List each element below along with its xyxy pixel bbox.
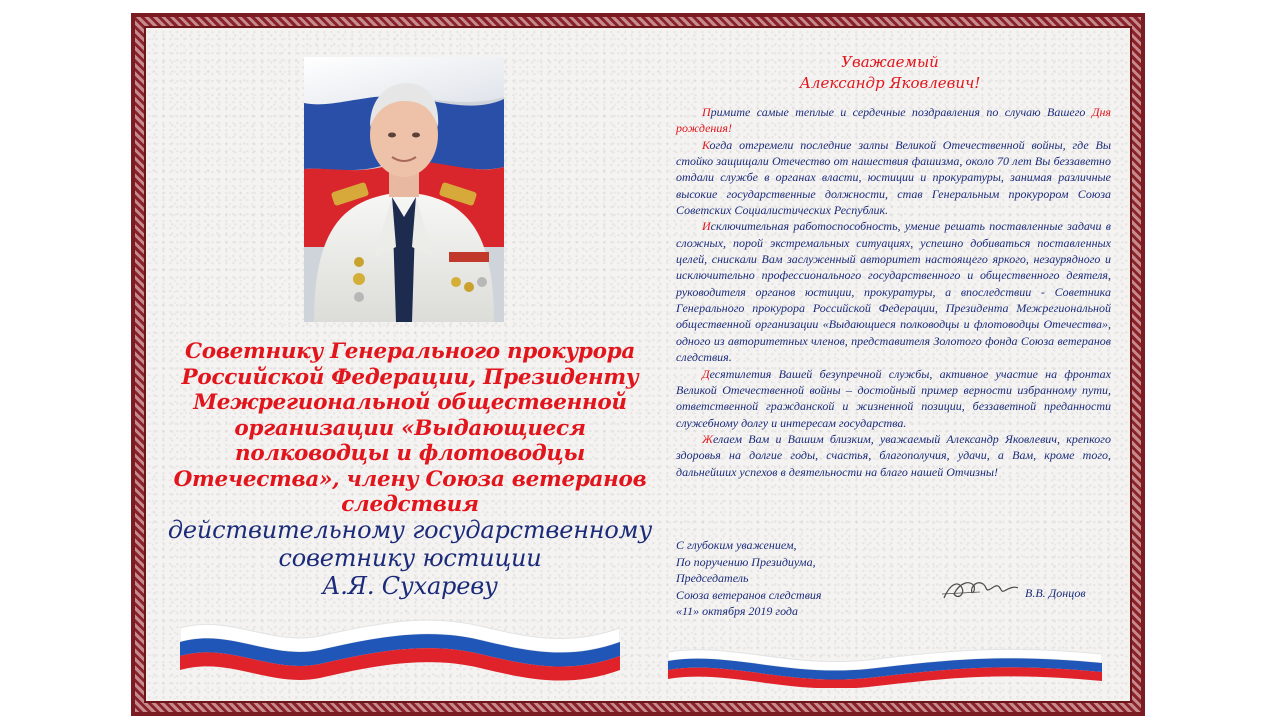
greeting-addressee: Александр Яковлевич! — [799, 74, 981, 92]
closing-line: С глубоким уважением, — [676, 538, 797, 552]
handwritten-signature — [940, 574, 1020, 604]
closing-date: «11» октября 2019 года — [676, 604, 799, 618]
letter-paragraph — [676, 218, 1111, 365]
title-red-line: Российской Федерации, Президенту — [181, 364, 639, 390]
title-red-line: Советнику Генерального прокурора — [184, 339, 636, 364]
title-red-line: организации «Выдающиеся — [234, 415, 586, 441]
letter-paragraph — [676, 104, 1111, 137]
closing-line: Союза ветеранов следствия — [676, 587, 822, 602]
paragraph-text: огда отгремели последние залпы Великой Отечественной войны, где Вы стойко защищали Отечество от нашествия фашизма, около 70 лет Вы беззаветно отдали службе в органах власти, юстиции и прокуратуры, занимая различные высокие государственные должности, став Генеральным прокурором Союза Советских Социалистических Республик. — [676, 137, 1111, 218]
greeting-line: Уважаемый — [841, 53, 939, 71]
letter-paragraph — [676, 366, 1111, 431]
recipient-name: А.Я. Сухареву — [322, 572, 498, 600]
highlight-text: Дня рождения! — [676, 105, 1111, 136]
title-red-line: полководцы и флотоводцы — [235, 441, 585, 466]
letter-paragraph — [676, 431, 1111, 480]
paragraph-text: есятилетия Вашей безупречной службы, активное участие на фронтах Великой Отечественной войны – достойный пример верности избранному пути, ответственной гражданской и жизненной позиции, беззаветной преданности служебному долгу и интересам государства. — [676, 366, 1111, 430]
title-red-line: Межрегиональной общественной — [193, 390, 627, 415]
title-red-line: Отечества», члену Союза ветеранов — [173, 466, 647, 492]
drop-cap: Ж — [702, 431, 713, 446]
title-blue-line: советнику юстиции — [278, 544, 542, 572]
paragraph-text: елаем Вам и Вашим близким, уважаемый Александр Яковлевич, крепкого здоровья на долгие годы, счастья, благополучия, удачи, а Вам, кроме того, дальнейших успехов в деятельности на благо нашей Отчизны! — [676, 431, 1111, 479]
letter-paragraph — [676, 137, 1111, 219]
drop-cap: К — [702, 137, 710, 152]
closing-line: По поручению Президиума, — [676, 554, 816, 569]
recipient-position-title — [160, 339, 660, 518]
title-blue-line: действительному государственному — [167, 516, 653, 544]
left-flag-ribbon — [180, 606, 620, 684]
signer-name: В.В. Донцов — [1025, 586, 1086, 600]
letter-body — [676, 104, 1111, 480]
paragraph-text: римите самые теплые и сердечные поздравления по случаю Вашего — [710, 105, 1092, 119]
closing-block — [676, 537, 976, 620]
drop-cap: П — [702, 105, 711, 119]
paragraph-text: сключительная работоспособность, умение решать поставленные задачи в сложных, порой экстремальных ситуациях, успешно добиваться поставленных целей, снискали Вам заслуженный авторитет настоящего яркого, незаурядного и исключительно профессионального государственного и общественного деятеля, руководителя органов юстиции, прокуратуры, а впоследствии - Советника Генерального прокурора Российской Федерации, Президента Межрегиональной общественной организации «Выдающиеся полководцы и флотоводцы Отечества», одного из авторитетных членов, представителя Золотого фонда Союза ветеранов следствия. — [676, 219, 1111, 365]
portrait-photo — [304, 57, 504, 322]
title-red-line: следствия — [341, 492, 479, 517]
greeting — [668, 52, 1112, 94]
recipient-rank-name — [150, 516, 670, 600]
right-flag-ribbon — [668, 638, 1102, 688]
closing-line: Председатель — [676, 571, 749, 585]
drop-cap: Д — [702, 366, 710, 381]
drop-cap: И — [702, 219, 711, 234]
